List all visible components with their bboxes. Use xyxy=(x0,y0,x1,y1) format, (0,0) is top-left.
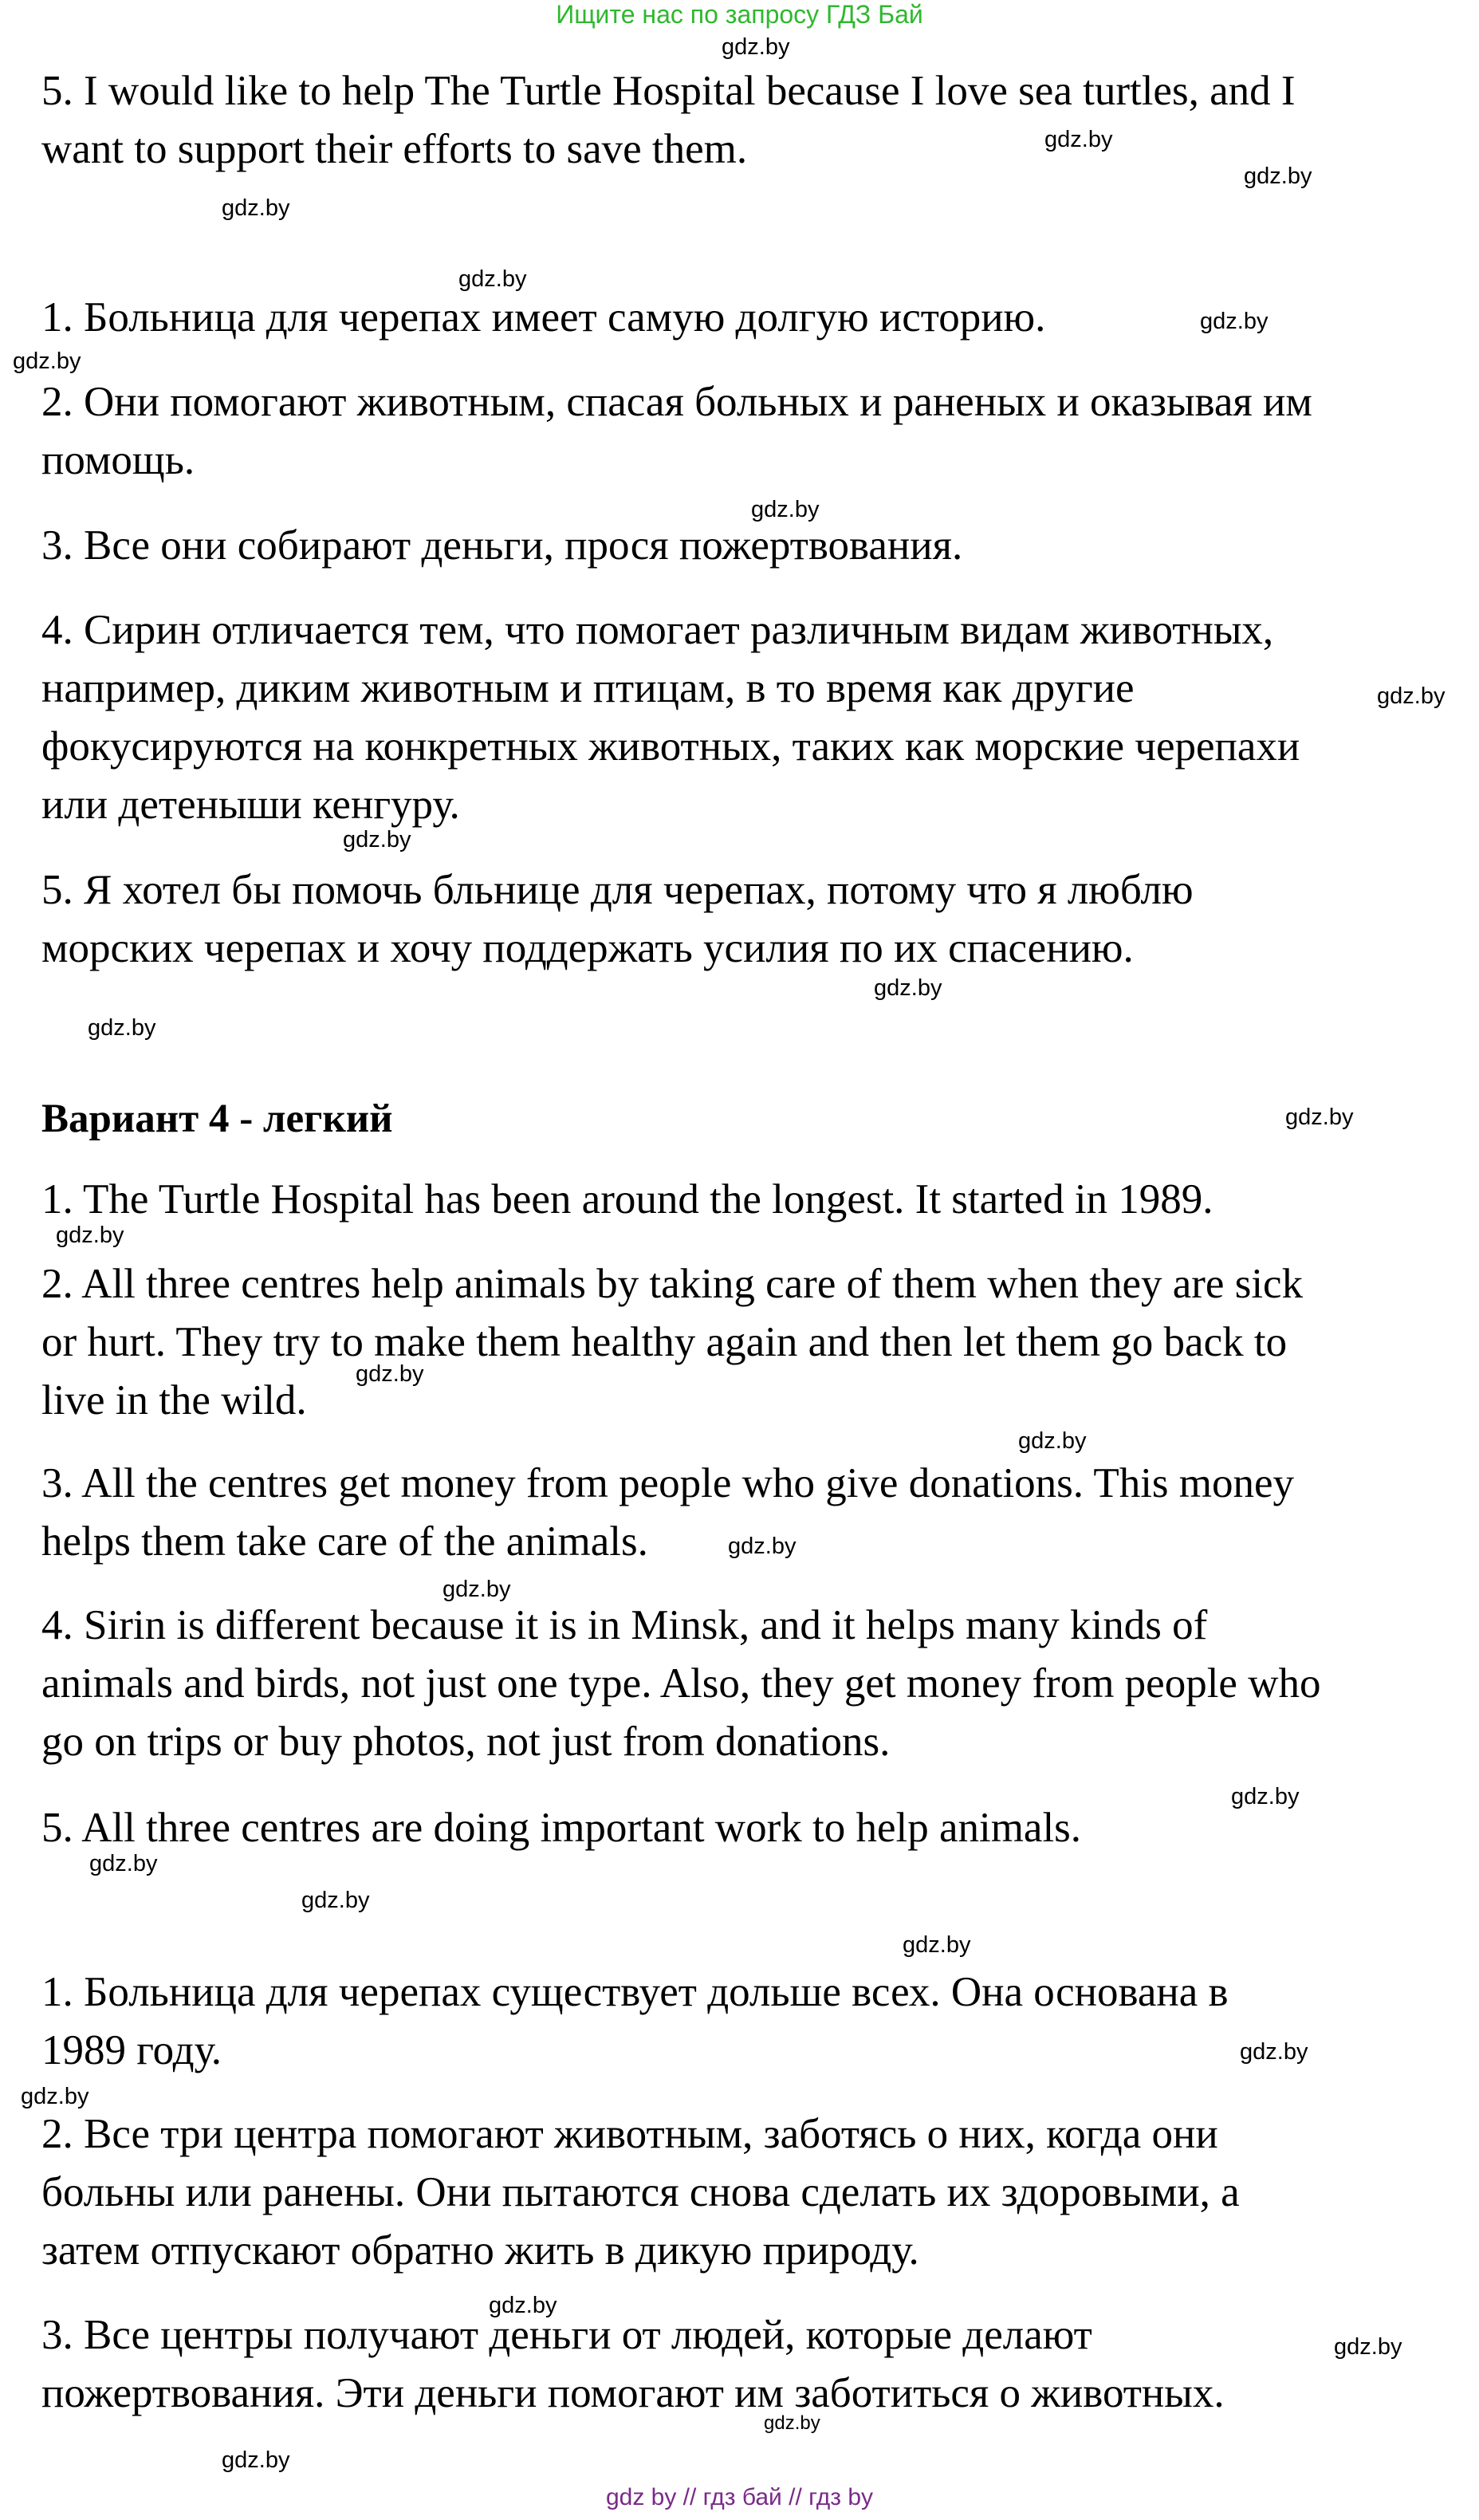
text-line: 4. Сирин отличается тем, что помогает различным видам животных, xyxy=(41,607,1274,653)
paragraph-ru-2 xyxy=(41,373,1469,490)
text-line: or hurt. They try to make them healthy again and then let them go back to xyxy=(41,1319,1288,1365)
paragraph-en-5 xyxy=(41,62,1469,179)
watermark: gdz.by xyxy=(88,1015,156,1041)
text-line: 3. All the centres get money from people who give donations. This money xyxy=(41,1460,1295,1506)
text-line: 4. Sirin is different because it is in Minsk, and it helps many kinds of xyxy=(41,1602,1208,1648)
text-line: 5. I would like to help The Turtle Hospital because I love sea turtles, and I xyxy=(41,68,1296,114)
watermark: gdz.by xyxy=(1240,2039,1308,2065)
watermark: gdz.by xyxy=(222,2447,290,2473)
text-line: 5. All three centres are doing important work to help animals. xyxy=(41,1805,1082,1851)
paragraph-en-v4-4 xyxy=(41,1597,1469,1771)
watermark: gdz.by xyxy=(13,348,81,374)
watermark: gdz.by xyxy=(458,266,527,292)
footer-links[interactable]: gdz by // гдз бай // гдз by xyxy=(605,2484,874,2510)
text-line: 2. Они помогают животным, спасая больных и раненых и оказывая им xyxy=(41,379,1312,425)
watermark: gdz.by xyxy=(1377,683,1446,709)
watermark: gdz.by xyxy=(443,1577,511,1602)
watermark: gdz.by xyxy=(356,1361,424,1387)
watermark: gdz.by xyxy=(1200,309,1269,334)
watermark: gdz.by xyxy=(874,975,942,1001)
watermark: gdz.by xyxy=(1018,1428,1087,1454)
text-line: пожертвования. Эти деньги помогают им заботиться о животных. xyxy=(41,2370,1225,2416)
watermark: gdz.by xyxy=(722,34,790,60)
text-line: animals and birds, not just one type. Also, they get money from people who xyxy=(41,1660,1321,1707)
paragraph-ru-v4-3 xyxy=(41,2306,1469,2423)
text-line: 3. Все они собирают деньги, прося пожертвования. xyxy=(41,522,963,569)
paragraph-en-v4-1 xyxy=(41,1171,1469,1229)
top-banner[interactable]: Ищите нас по запросу ГДЗ Бай xyxy=(556,0,923,29)
watermark: gdz.by xyxy=(56,1223,124,1248)
text-line: 2. All three centres help animals by taking care of them when they are sick xyxy=(41,1261,1304,1307)
paragraph-ru-3 xyxy=(41,517,1469,575)
paragraph-ru-5 xyxy=(41,861,1469,978)
text-line: helps them take care of the animals. xyxy=(41,1518,648,1565)
watermark: gdz.by xyxy=(751,497,820,522)
watermark: gdz.by xyxy=(903,1932,971,1958)
paragraph-ru-v4-2 xyxy=(41,2105,1469,2280)
text-line: помощь. xyxy=(41,437,195,483)
watermark: gdz.by xyxy=(1044,127,1113,152)
text-line: например, диким животным и птицам, в то время как другие xyxy=(41,665,1135,711)
text-line: 2. Все три центра помогают животным, заботясь о них, когда они xyxy=(41,2111,1218,2157)
watermark: gdz.by xyxy=(1285,1104,1354,1130)
watermark: gdz.by xyxy=(489,2293,557,2318)
text-line: go on trips or buy photos, not just from donations. xyxy=(41,1719,891,1765)
paragraph-en-v4-2 xyxy=(41,1255,1469,1430)
watermark: gdz.by xyxy=(21,2084,89,2109)
text-line: больны или ранены. Они пытаются снова сделать их здоровыми, а xyxy=(41,2169,1240,2215)
watermark: gdz.by xyxy=(728,1534,797,1559)
text-line: фокусируются на конкретных животных, таких как морские черепахи xyxy=(41,723,1300,770)
text-line: 5. Я хотел бы помочь бльнице для черепах, потому что я люблю xyxy=(41,867,1194,913)
watermark: gdz.by xyxy=(343,827,411,852)
watermark: gdz.by xyxy=(1334,2334,1402,2360)
text-line: 3. Все центры получают деньги от людей, которые делают xyxy=(41,2312,1092,2358)
text-line: затем отпускают обратно жить в дикую природу. xyxy=(41,2227,919,2274)
watermark: gdz.by xyxy=(222,195,290,221)
text-line: 1. Больница для черепах существует дольше всех. Она основана в xyxy=(41,1969,1229,2015)
text-line: want to support their efforts to save them. xyxy=(41,126,748,172)
text-line: 1. The Turtle Hospital has been around the longest. It started in 1989. xyxy=(41,1176,1213,1223)
text-line: 1. Больница для черепах имеет самую долгую историю. xyxy=(41,294,1046,341)
watermark: gdz.by xyxy=(1244,163,1312,189)
watermark: gdz.by xyxy=(89,1851,158,1876)
text-line: live in the wild. xyxy=(41,1377,307,1423)
paragraph-ru-4 xyxy=(41,601,1469,834)
variant-heading: Вариант 4 - легкий xyxy=(41,1097,393,1141)
text-line: 1989 году. xyxy=(41,2027,222,2073)
watermark: gdz.by xyxy=(1231,1784,1300,1809)
watermark: gdz.by xyxy=(764,2412,820,2434)
text-line: морских черепах и хочу поддержать усилия по их спасению. xyxy=(41,925,1134,971)
watermark: gdz.by xyxy=(301,1888,370,1913)
text-line: или детеныши кенгуру. xyxy=(41,782,460,828)
